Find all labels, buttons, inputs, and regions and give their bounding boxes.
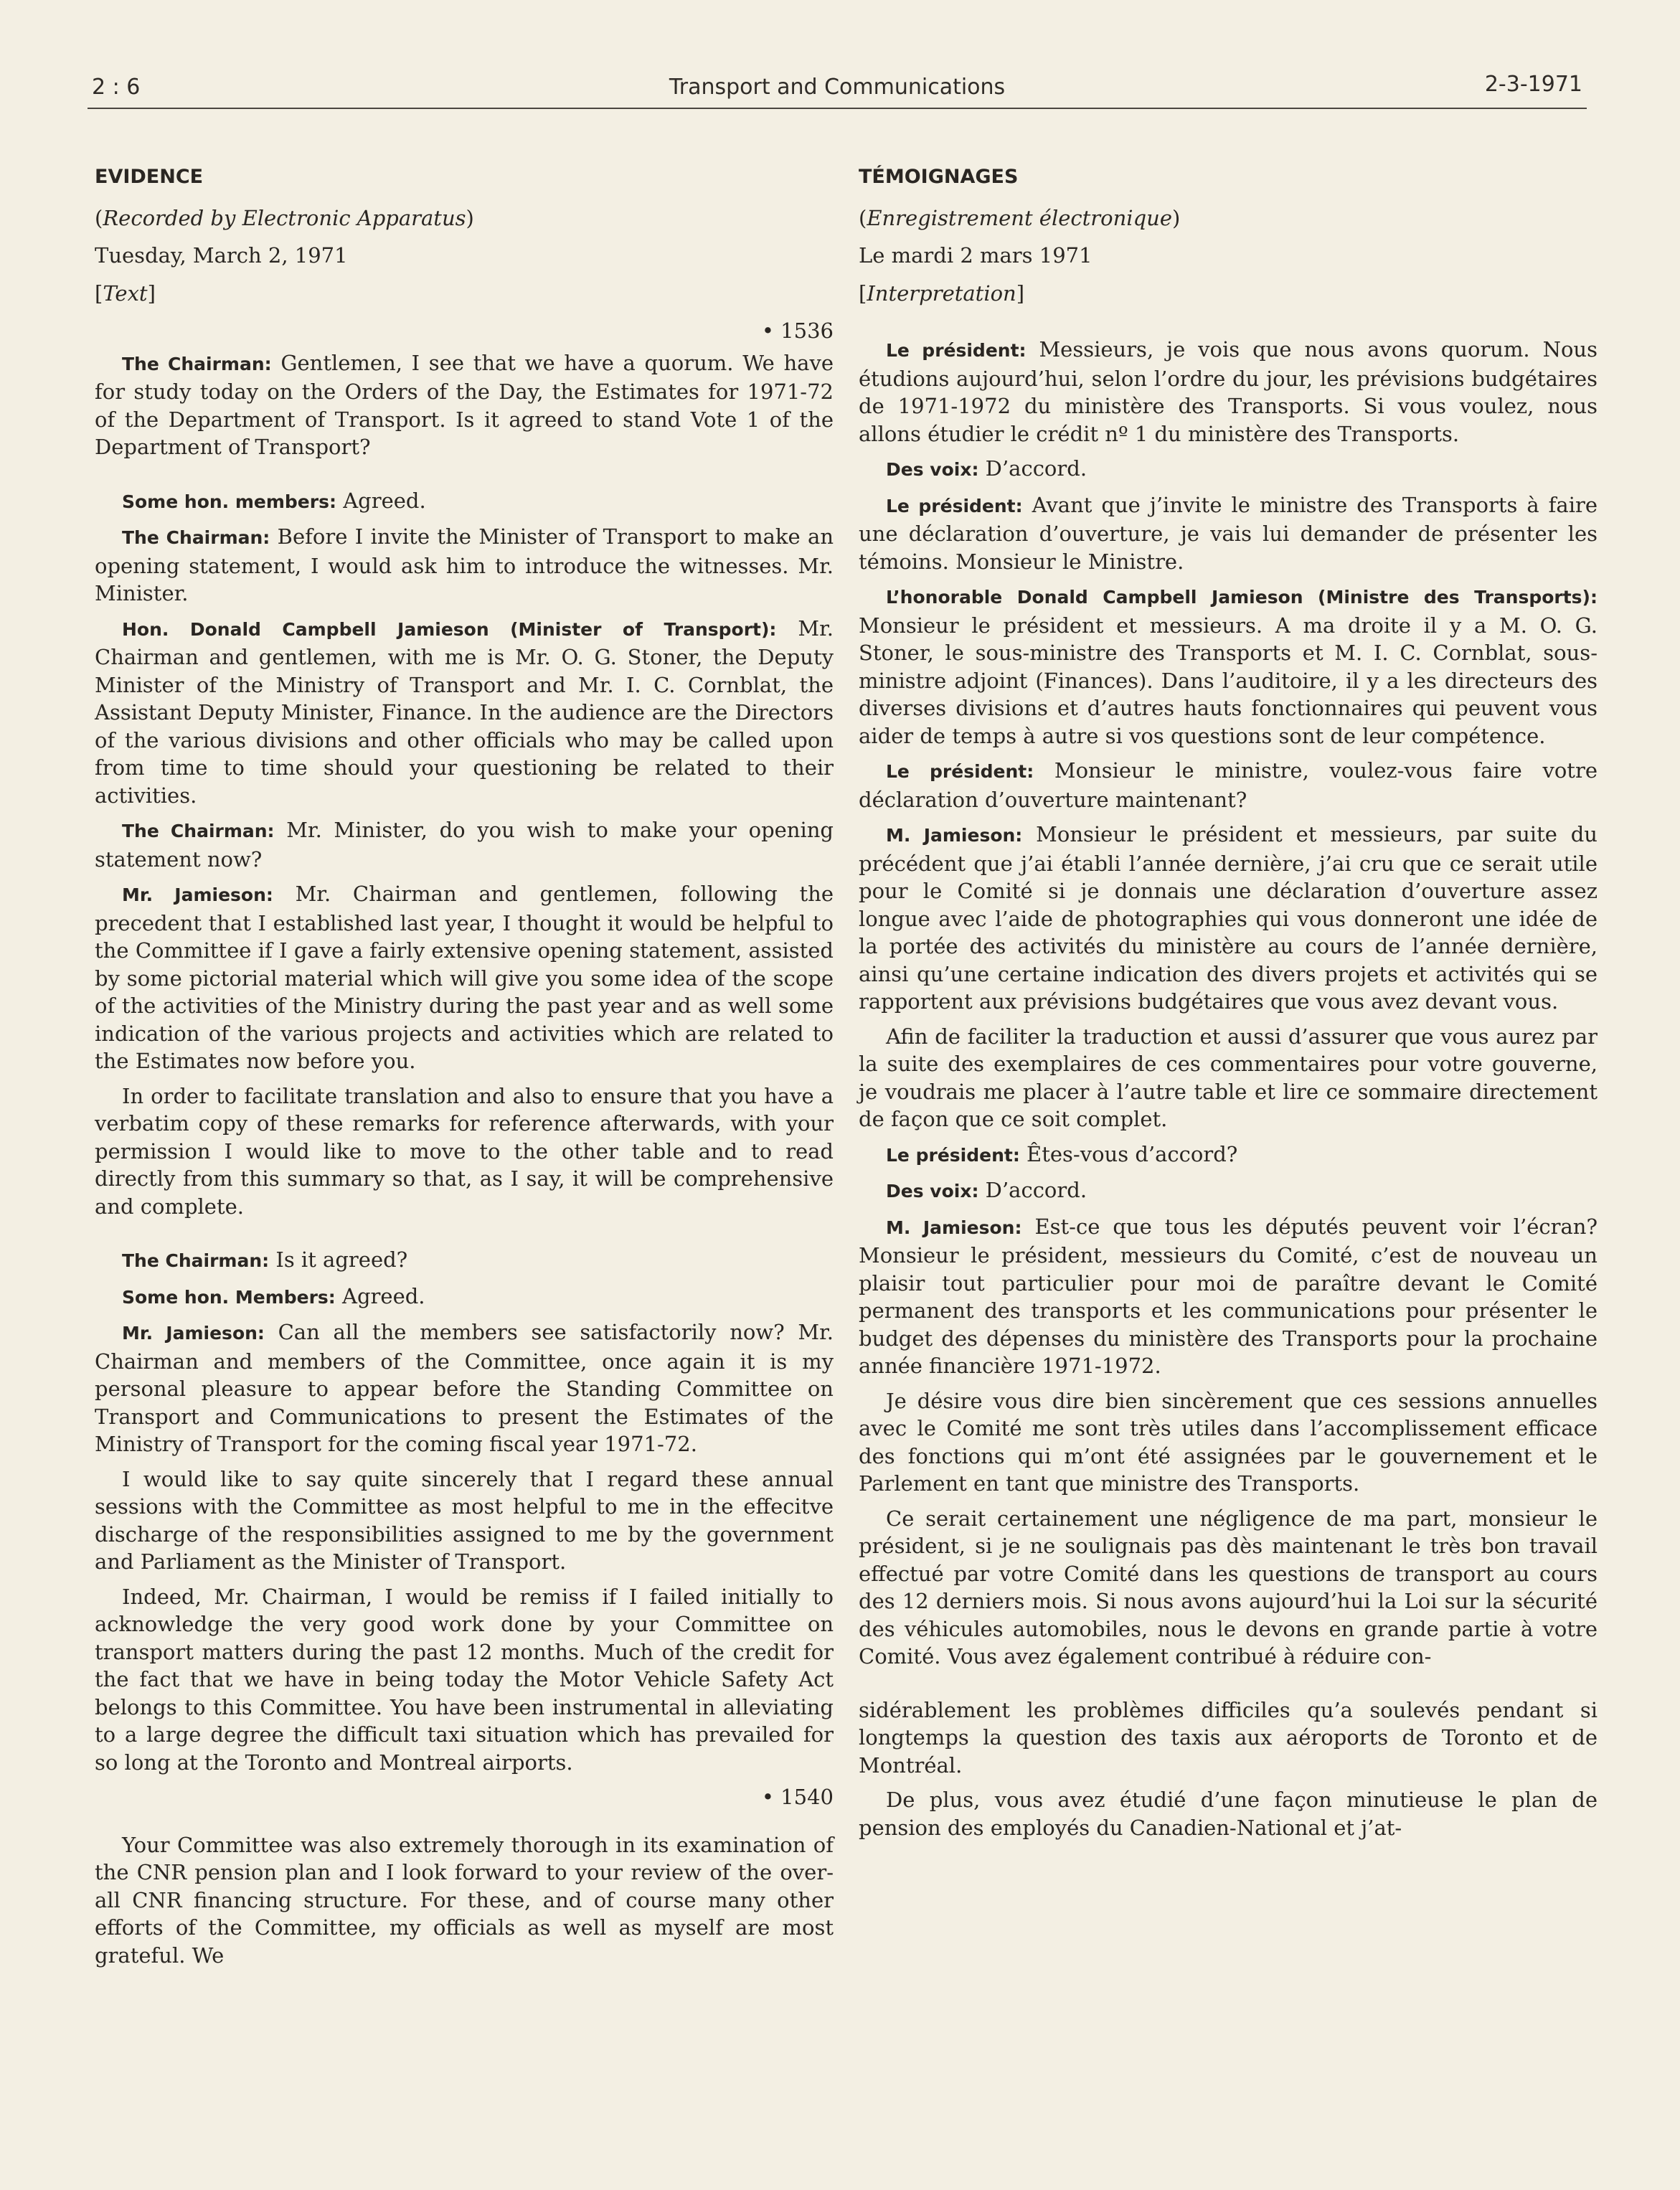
speaker: Des voix:	[886, 1181, 979, 1202]
paragraph: M. Jamieson: Monsieur le président et messieurs, par suite du précédent que j’ai établi l’année dernière, j’ai cru que ce serait utile pour le Comité si je donnais une déclaration d’ouverture assez longue avec l’aide de photographies qui vous donneront une idée de la portée des activités du ministère au cours de l’année dernière, ainsi qu’une certaine indication des divers projets et activités qui se rapportent aux prévisions budgétaires que vous avez devant vous.	[859, 822, 1598, 1014]
paragraph: I would like to say quite sincerely that I regard these annual sessions with the Committee as most helpful to me in the effecitve discharge of the responsibilities assigned to me by the government and Parliament as the Minister of Transport.	[95, 1466, 834, 1574]
speaker: The Chairman:	[122, 527, 270, 548]
speaker: M. Jamieson:	[886, 825, 1023, 846]
paragraph: Some hon. Members: Agreed.	[122, 1283, 425, 1308]
session-date: Le mardi 2 mars 1971	[859, 243, 1093, 268]
paragraph: The Chairman: Mr. Minister, do you wish to make your opening statement now?	[95, 818, 834, 872]
speaker: Some hon. members:	[122, 491, 336, 512]
speaker: L’honorable Donald Campbell Jamieson (Ministre des Transports):	[886, 587, 1598, 608]
page-number: 2 : 6	[92, 75, 141, 100]
paragraph: The Chairman: Is it agreed?	[122, 1247, 408, 1272]
paragraph: Ce serait certainement une négligence de ma part, monsieur le président, si je ne soulignais pas dès maintenant le très bon travail effectué par votre Comité dans les questions de transport au cours des 12 derniers mois. Si nous avons aujourd’hui la Loi sur la sécurité des véhicules automobiles, nous le devons en grande partie à votre Comité. Vous avez également contribué à réduire con-	[859, 1506, 1598, 1669]
speaker: The Chairman:	[122, 821, 275, 841]
text-label: [Interpretation]	[859, 280, 1025, 306]
speaker: Des voix:	[886, 459, 979, 480]
paragraph: The Chairman: Gentlemen, I see that we have a quorum. We have for study today on the Orders of the Day, the Estimates for 1971-72 of the Department of Transport. Is it agreed to stand Vote 1 of the Department of Transport?	[95, 350, 834, 459]
recording-note: (Recorded by Electronic Apparatus)	[95, 205, 474, 230]
paragraph: Some hon. members: Agreed.	[122, 488, 426, 513]
running-title: Transport and Communications	[669, 75, 1006, 100]
speaker: Mr. Jamieson:	[122, 1323, 265, 1344]
paragraph: Le président: Avant que j’invite le ministre des Transports à faire une déclaration d’ouverture, je vais lui demander de présenter les témoins. Monsieur le Ministre.	[859, 492, 1598, 574]
paragraph: Mr. Jamieson: Can all the members see satisfactorily now? Mr. Chairman and members of the Committee, once again it is my personal pleasure to appear before the Standing Committee on Transport and Communications to present the Estimates of the Ministry of Transport for the coming fiscal year 1971-72.	[95, 1320, 834, 1456]
text-label: [Text]	[95, 280, 156, 306]
speaker: The Chairman:	[122, 353, 272, 374]
paragraph: In order to facilitate translation and also to ensure that you have a verbatim copy of these remarks for reference afterwards, with your permission I would like to move to the other table and to read directly from this summary so that, as I say, it will be comprehensive and complete.	[95, 1083, 834, 1219]
section-title: TÉMOIGNAGES	[859, 166, 1019, 188]
speaker: Some hon. Members:	[122, 1286, 336, 1308]
paragraph: M. Jamieson: Est-ce que tous les députés peuvent voir l’écran? Monsieur le président, messieurs du Comité, c’est de nouveau un plaisir tout particulier pour moi de paraître devant le Comité permanent des transports et les communications pour présenter le budget des dépenses du ministère des Transports pour la prochaine année financière 1971-1972.	[859, 1214, 1598, 1378]
paragraph: Your Committee was also extremely thorough in its examination of the CNR pension plan and I look forward to your review of the over-all CNR financing structure. For these, and of course many other efforts of the Committee, my officials as well as myself are most grateful. We	[95, 1832, 834, 1968]
speaker: Le président:	[886, 340, 1027, 361]
paragraph: Des voix: D’accord.	[886, 456, 1087, 481]
paragraph: Des voix: D’accord.	[886, 1178, 1087, 1202]
speaker: Hon. Donald Campbell Jamieson (Minister of Transport):	[122, 618, 777, 640]
paragraph: Le président: Monsieur le ministre, voulez-vous faire votre déclaration d’ouverture maintenant?	[859, 758, 1598, 812]
section-title: EVIDENCE	[95, 166, 204, 188]
french-column	[859, 164, 1598, 1849]
session-date: Tuesday, March 2, 1971	[95, 243, 348, 268]
speaker: Le président:	[886, 761, 1034, 782]
paragraph: Le président: Êtes-vous d’accord?	[886, 1141, 1238, 1166]
english-column	[95, 164, 834, 1976]
speaker: The Chairman:	[122, 1250, 270, 1271]
speaker: M. Jamieson:	[886, 1217, 1022, 1238]
speaker: Le président:	[886, 495, 1023, 516]
paragraph: L’honorable Donald Campbell Jamieson (Ministre des Transports): Monsieur le président et messieurs. A ma droite il y a M. O. G. Stoner, le sous-ministre des Transports et M. I. C. Cornblat, sous-ministre adjoint (Finances). Dans l’auditoire, il y a les directeurs des diverses divisions et d’autres hauts fonctionnaires qui peuvent vous aider de temps à autre si vos questions sont de leur compétence.	[859, 587, 1598, 748]
speaker: Mr. Jamieson:	[122, 884, 273, 905]
paragraph: Indeed, Mr. Chairman, I would be remiss if I failed initially to acknowledge the very good work done by your Committee on transport matters during the past 12 months. Much of the credit for the fact that we have in being today the Motor Vehicle Safety Act belongs to this Committee. You have been instrumental in alleviating to a large degree the difficult taxi situation which has prevailed for so long at the Toronto and Montreal airports.	[95, 1584, 834, 1775]
page-header	[88, 67, 1587, 109]
header-date: 2-3-1971	[1484, 72, 1582, 97]
paragraph: The Chairman: Before I invite the Minister of Transport to make an opening statement, I would ask him to introduce the witnesses. Mr. Minister.	[95, 524, 834, 605]
paragraph: Afin de faciliter la traduction et aussi d’assurer que vous aurez par la suite des exemplaires de ces commentaires pour votre gouverne, je voudrais me placer à l’autre table et lire ce sommaire directement de façon que ce soit complet.	[859, 1024, 1598, 1131]
time-marker: • 1540	[761, 1785, 834, 1809]
time-marker: • 1536	[761, 318, 834, 343]
paragraph: Mr. Jamieson: Mr. Chairman and gentlemen, following the precedent that I established last year, I thought it would be helpful to the Committee if I gave a fairly extensive opening statement, assisted by some pictorial material which will give you some idea of the scope of the activities of the Ministry during the past year and as well some indication of the various projects and activities which are related to the Estimates now before you.	[95, 882, 834, 1073]
paragraph: De plus, vous avez étudié d’une façon minutieuse le plan de pension des employés du Canadien-National et j’at-	[859, 1788, 1598, 1840]
paragraph: Hon. Donald Campbell Jamieson (Minister of Transport): Mr. Chairman and gentlemen, with me is Mr. O. G. Stoner, the Deputy Minister of the Ministry of Transport and Mr. I. C. Cornblat, the Assistant Deputy Minister, Finance. In the audience are the Directors of the various divisions and other officials who may be called upon from time to time should your questioning be related to their activities.	[95, 615, 834, 808]
paragraph: Le président: Messieurs, je vois que nous avons quorum. Nous étudions aujourd’hui, selon l’ordre du jour, les prévisions budgétaires de 1971-1972 du ministère des Transports. Si vous voulez, nous allons étudier le crédit nº 1 du ministère des Transports.	[859, 337, 1598, 446]
paragraph: Je désire vous dire bien sincèrement que ces sessions annuelles avec le Comité me sont très utiles dans l’accomplissement efficace des fonctions qui m’ont été assignées par le gouvernement et le Parlement en tant que ministre des Transports.	[859, 1388, 1598, 1496]
speaker: Le président:	[886, 1144, 1020, 1166]
paragraph: sidérablement les problèmes difficiles qu’a soulevés pendant si longtemps la question des taxis aux aéroports de Toronto et de Montréal.	[859, 1697, 1598, 1778]
recording-note: (Enregistrement électronique)	[859, 205, 1181, 230]
